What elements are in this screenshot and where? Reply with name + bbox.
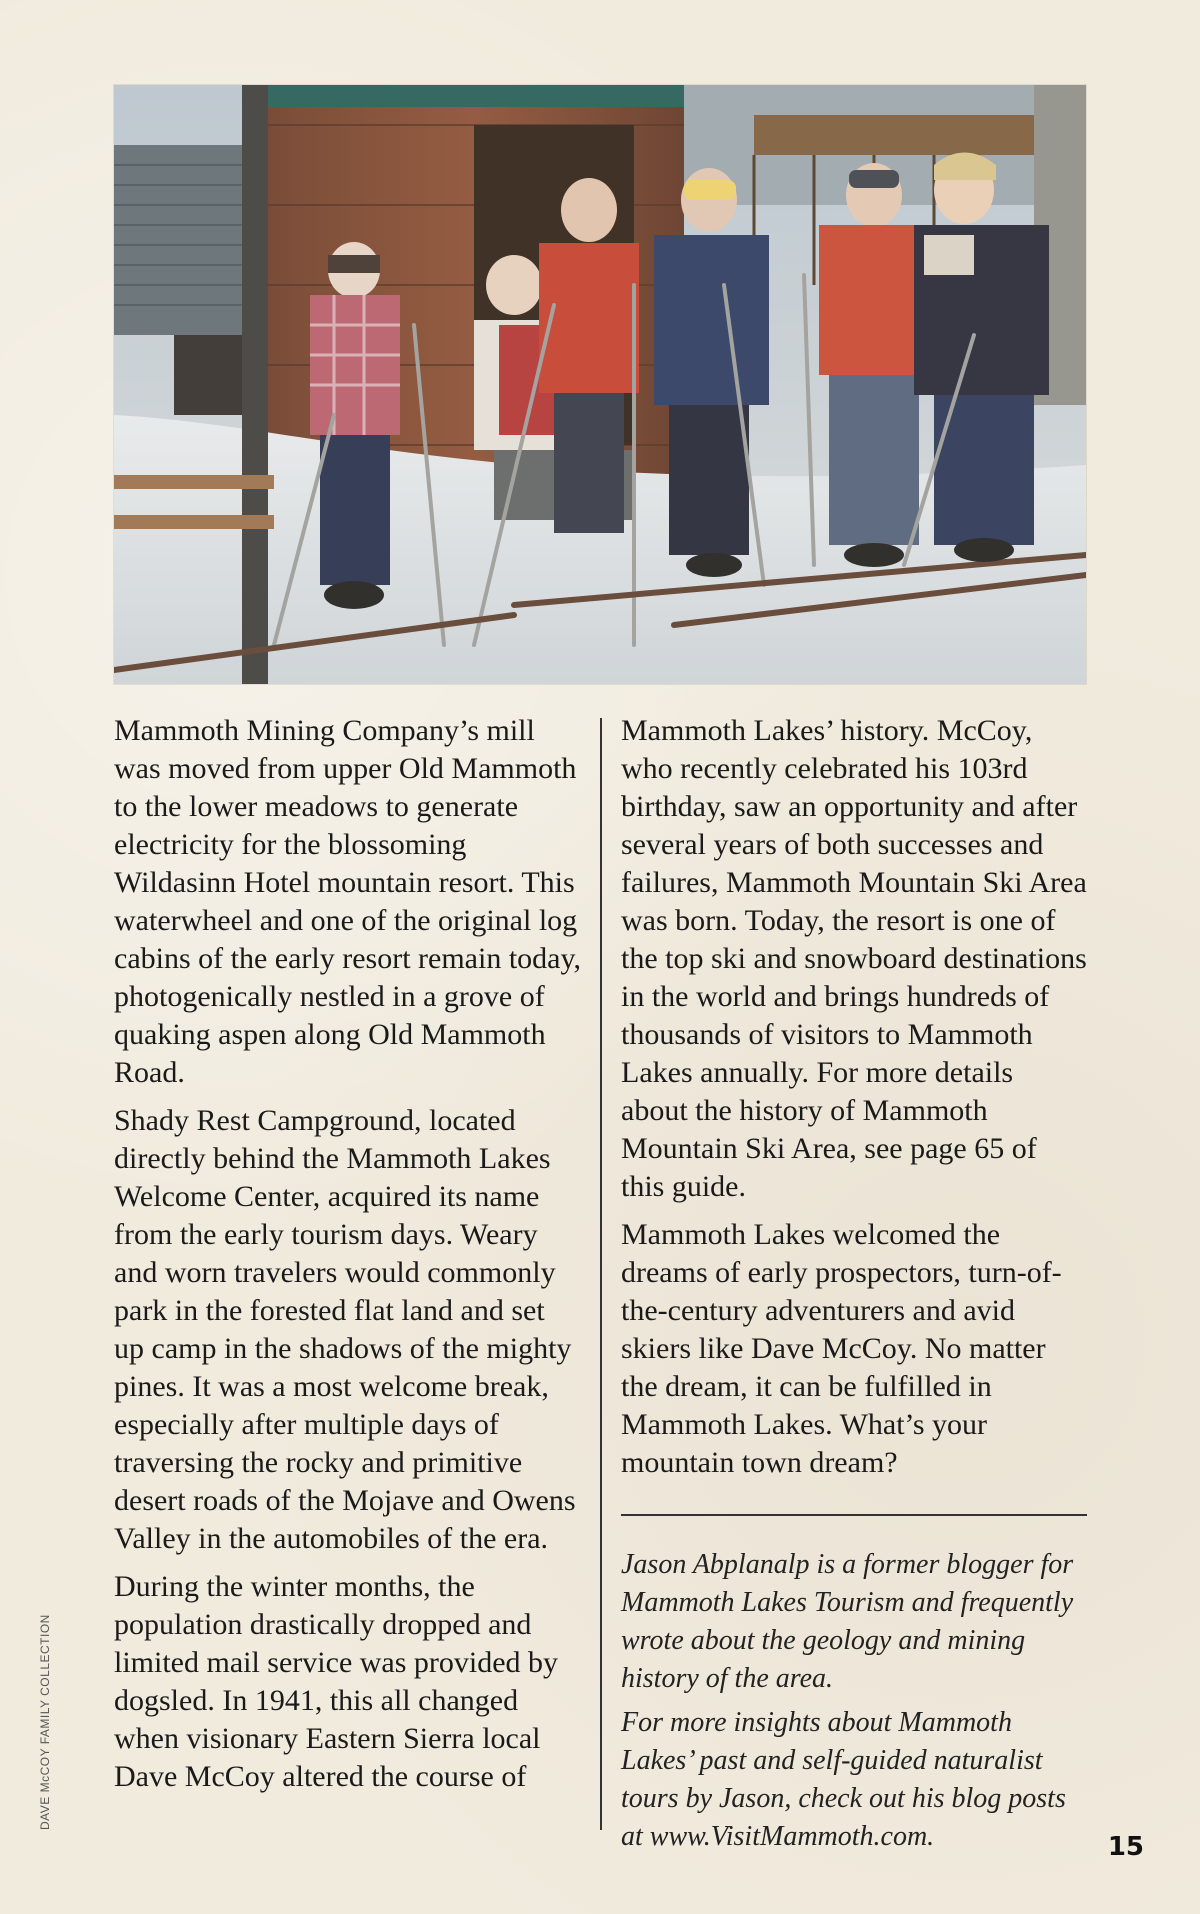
author-bio — [621, 1546, 1087, 1856]
left-column — [114, 712, 582, 1806]
column-divider — [600, 718, 602, 1830]
vintage-skiers-photo — [114, 85, 1086, 684]
paragraph: Mammoth Lakes welcomed the dreams of early prospectors, turn-of-the-century adventurers and avid skiers like Dave McCoy. No matter the dream, it can be fulfilled in Mammoth Lakes. What’s your mountain town dream? — [621, 1218, 1062, 1479]
paragraph: During the winter months, the population drastically dropped and limited mail service was provided by dogsled. In 1941, this all changed when visionary Eastern Sierra local Dave McCoy altered the course of — [114, 1570, 559, 1793]
right-column — [621, 712, 1087, 1862]
page-number: 15 — [1107, 1832, 1144, 1862]
bio-paragraph: For more insights about Mammoth Lakes’ past and self-guided naturalist tours by Jason, check out his blog posts at www.VisitMammoth.com. — [621, 1706, 1066, 1852]
bio-divider — [621, 1514, 1087, 1516]
paragraph: Mammoth Mining Company’s mill was moved from upper Old Mammoth to the lower meadows to generate electricity for the blossoming Wildasinn Hotel mountain resort. This waterwheel and one of the original log cabins of the early resort remain today, photogenically nestled in a grove of quaking aspen along Old Mammoth Road. — [114, 714, 582, 1089]
paragraph: Shady Rest Campground, located directly behind the Mammoth Lakes Welcome Center, acquired its name from the early tourism days. Weary and worn travelers would commonly park in the forested flat land and set up camp in the shadows of the mighty pines. It was a most welcome break, especially after multiple days of traversing the rocky and primitive desert roads of the Mojave and Owens Valley in the automobiles of the era. — [114, 1104, 576, 1555]
bio-paragraph: Jason Abplanalp is a former blogger for Mammoth Lakes Tourism and frequently wrote about the geology and mining history of the area. — [621, 1548, 1074, 1694]
paragraph: Mammoth Lakes’ history. McCoy, who recently celebrated his 103rd birthday, saw an opportunity and after several years of both successes and failures, Mammoth Mountain Ski Area was born. Today, the resort is one of the top ski and snowboard destinations in the world and brings hundreds of thousands of visitors to Mammoth Lakes annually. For more details about the history of Mammoth Mountain Ski Area, see page 65 of this guide. — [621, 714, 1087, 1203]
photo-credit: DAVE McCOY FAMILY COLLECTION — [38, 1614, 52, 1830]
